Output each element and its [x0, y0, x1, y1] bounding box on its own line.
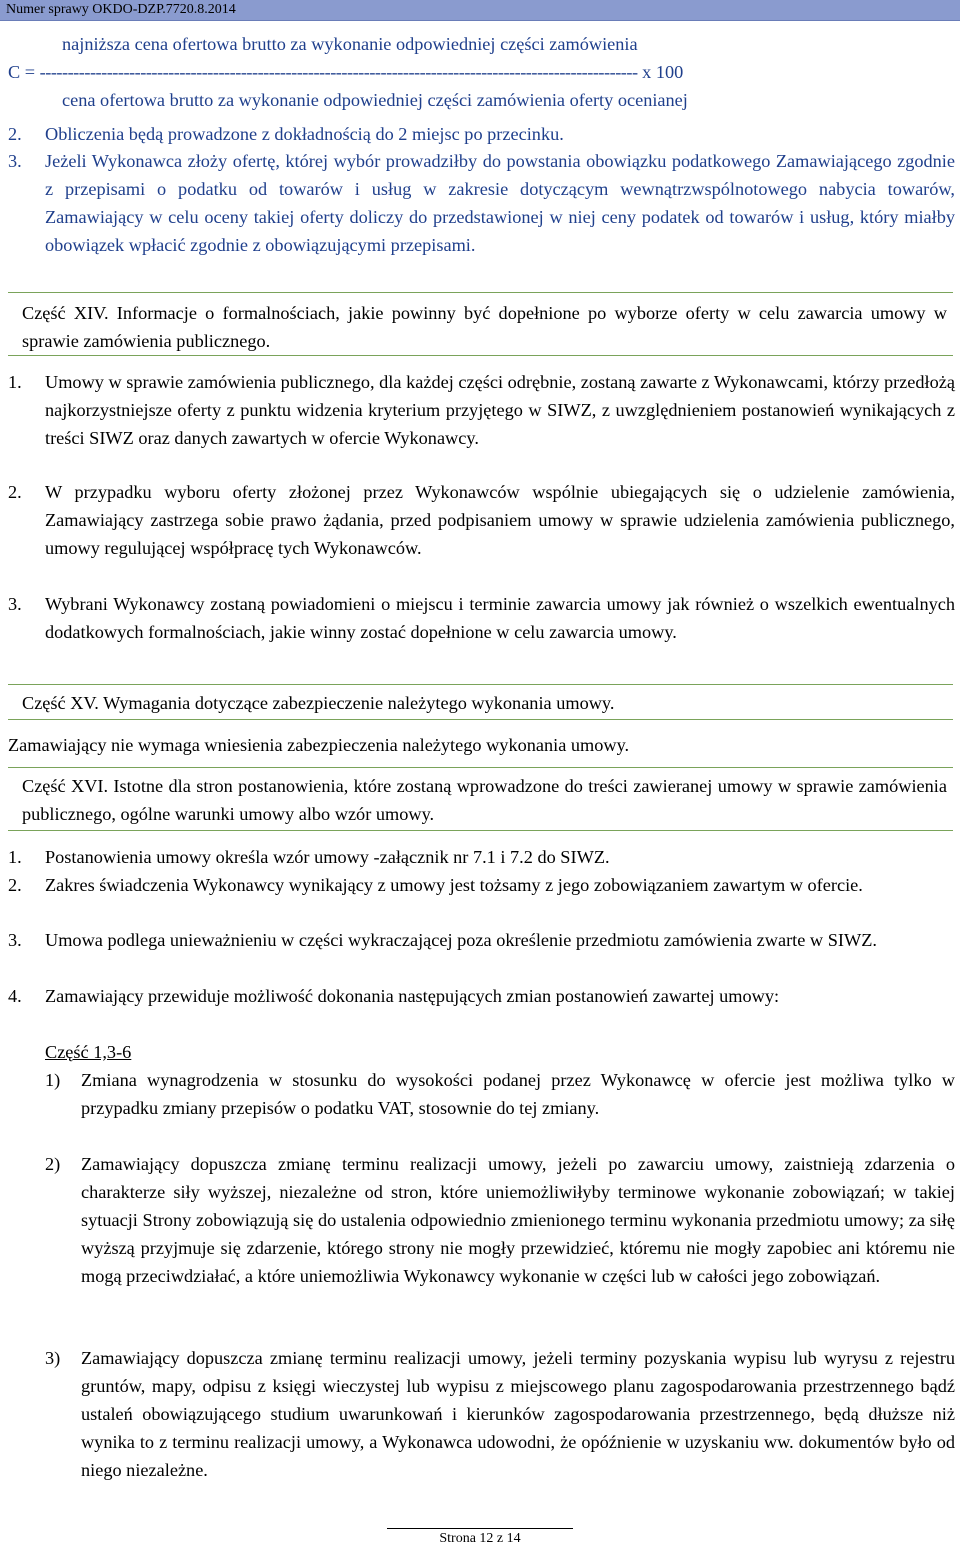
section-xv-body: Zamawiający nie wymaga wniesienia zabezpieczenia należytego wykonania umowy.: [8, 735, 630, 755]
formula-denominator: cena ofertowa brutto za wykonanie odpowiedniej części zamówienia oferty ocenianej: [62, 90, 688, 110]
section-xvi-item-number: 1.: [8, 847, 22, 867]
subitem-number: 1): [45, 1070, 61, 1090]
section-xvi-item-text: Zamawiający przewiduje możliwość dokonania następujących zmian postanowień zawartej umowy:: [45, 986, 780, 1006]
formula-lhs: C =: [8, 62, 40, 82]
section-xvi-title: Część XVI. Istotne dla stron postanowienia, które zostaną wprowadzone do treści zawieranej umowy w sprawie zamówienia publicznego, ogólne warunki umowy albo wzór umowy.: [22, 776, 947, 824]
case-number: Numer sprawy OKDO-DZP.7720.8.2014: [6, 2, 236, 17]
section-rule: [8, 719, 953, 720]
footer-rule: [387, 1528, 573, 1529]
section-xv-title: Część XV. Wymagania dotyczące zabezpieczenie należytego wykonania umowy.: [22, 693, 615, 713]
page-header-bar: [0, 0, 960, 21]
section-xvi-item-number: 2.: [8, 875, 22, 895]
section-xiv-item-number: 2.: [8, 482, 22, 502]
section-rule: [8, 355, 953, 356]
section-xvi-item-number: 4.: [8, 986, 22, 1006]
section-xiv-item-text: Umowy w sprawie zamówienia publicznego, dla każdej części odrębnie, zostaną zawarte z Wykonawcami, którzy przedłożą najkorzystniejsze oferty z punktu widzenia kryterium przyjętego w SIWZ, z uwzględnieniem postanowień wynikających z treści SIWZ oraz danych zawartych w ofercie Wykonawcy.: [45, 372, 955, 448]
subitem-number: 3): [45, 1348, 61, 1368]
formula-numerator: najniższa cena ofertowa brutto za wykonanie odpowiedniej części zamówienia: [62, 34, 638, 54]
section-rule: [8, 292, 953, 293]
subheading-parts: Część 1,3-6: [45, 1042, 132, 1062]
section-xvi-item-text: Postanowienia umowy określa wzór umowy -załącznik nr 7.1 i 7.2 do SIWZ.: [45, 847, 610, 867]
section-xiv-title: Część XIV. Informacje o formalnościach, jakie powinny być dopełnione po wyborze oferty w celu zawarcia umowy w sprawie zamówienia publicznego.: [22, 303, 947, 351]
subitem-text: Zamawiający dopuszcza zmianę terminu realizacji umowy, jeżeli terminy pozyskania wypisu lub wyrysu z rejestru gruntów, mapy, odpisu z księgi wieczystej lub wypisu z miejscowego planu zagospodarowania przestrzennego bądź ustaleń obowiązującego studium uwarunkowań i kierunków zagospodarowania przestrzennego, będą dłuższe niż wynika to z terminu realizacji umowy, a Wykonawca udowodni, że opóźnienie w uzyskaniu ww. dokumentów było od niego niezależne.: [81, 1348, 955, 1480]
calc-item-text: Obliczenia będą prowadzone z dokładnością do 2 miejsc po przecinku.: [45, 124, 564, 144]
section-xvi-item-number: 3.: [8, 930, 22, 950]
calc-item-text: Jeżeli Wykonawca złoży ofertę, której wybór prowadziłby do powstania obowiązku podatkowego Zamawiającego zgodnie z przepisami o podatku od towarów i usług w zakresie dotyczącym wewnątrzwspólnotowego nabycia towarów, Zamawiający w celu oceny takiej oferty doliczy do przedstawionej w niej ceny podatek od towarów i usług, który miałby obowiązek wpłacić zgodnie z obowiązującymi przepisami.: [45, 151, 955, 255]
section-xiv-item-number: 3.: [8, 594, 22, 614]
section-rule: [8, 830, 953, 831]
formula-line: [8, 58, 958, 86]
section-rule: [8, 684, 953, 685]
section-xvi-item-text: Umowa podlega unieważnieniu w części wykraczającej poza określenie przedmiotu zamówienia zwarte w SIWZ.: [45, 930, 877, 950]
subitem-text: Zamawiający dopuszcza zmianę terminu realizacji umowy, jeżeli po zawarciu umowy, zaistnieją zdarzenia o charakterze siły wyższej, niezależne od stron, które uniemożliwiłyby terminowe wykonanie zobowiązań; w takiej sytuacji Strony zobowiązują się do ustalenia odpowiednio zmienionego terminu wykonania przedmiotu umowy; za siłę wyższą przyjmuje się zdarzenie, którego strony nie mogły przewidzieć, któremu nie mogły zapobiec ani któremu nie mogą przeciwdziałać, a które uniemożliwia Wykonawcy wykonanie w części lub w całości jego zobowiązań.: [81, 1154, 955, 1286]
page-number: Strona 12 z 14: [439, 1531, 521, 1546]
calc-item-number: 3.: [8, 151, 22, 171]
subitem-number: 2): [45, 1154, 61, 1174]
section-xvi-item-text: Zakres świadczenia Wykonawcy wynikający z umowy jest tożsamy z jego zobowiązaniem zawartym w ofercie.: [45, 875, 863, 895]
formula-dashes: -----------------------------------------------------------------------------------------------------------: [39, 62, 638, 82]
section-xiv-item-text: W przypadku wyboru oferty złożonej przez Wykonawców wspólnie ubiegających się o udzielenie zamówienia, Zamawiający zastrzega sobie prawo żądania, przed podpisaniem umowy w sprawie udzielenia zamówienia publicznego, umowy regulującej współpracę tych Wykonawców.: [45, 482, 955, 558]
section-rule: [8, 767, 953, 768]
subitem-text: Zmiana wynagrodzenia w stosunku do wysokości podanej przez Wykonawcę w ofercie jest możliwa tylko w przypadku zmiany przepisów o podatku VAT, stosownie do tej zmiany.: [81, 1070, 955, 1118]
formula-multiplier: x 100: [637, 62, 684, 82]
calc-item-number: 2.: [8, 124, 22, 144]
section-xiv-item-text: Wybrani Wykonawcy zostaną powiadomieni o miejscu i terminie zawarcia umowy jak również o wszelkich ewentualnych dodatkowych formalnościach, jakie winny zostać dopełnione w celu zawarcia umowy.: [45, 594, 955, 642]
section-xiv-item-number: 1.: [8, 372, 22, 392]
